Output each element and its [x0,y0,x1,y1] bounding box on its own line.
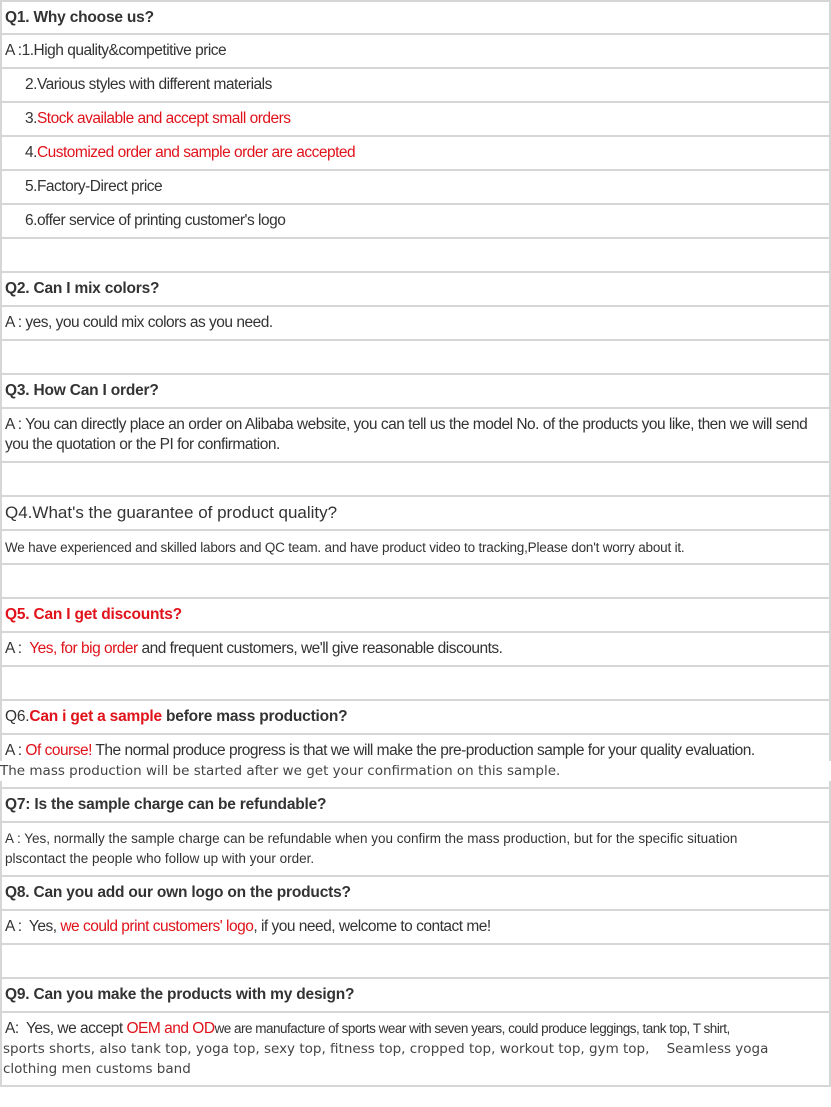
faq-question-1 [2,2,829,35]
faq-answer-1-item-1 [2,35,829,69]
question-text: Q7: Is the sample charge can be refundable? [5,796,327,813]
question-highlight: Can i get a sample [29,708,162,725]
faq-question-8 [2,877,829,911]
faq-answer-1-item-2 [2,69,829,103]
question-text: Q2. Can I mix colors? [5,280,160,297]
spacer-row [2,945,829,979]
spacer-row [2,667,829,701]
answer-text-line2: sports shorts, also tank top, yoga top, sexy top, fitness top, cropped top, workout top, gym top, Seamless yoga clothing men customs band [3,1041,773,1077]
spacer-row [2,239,829,273]
answer-highlight: Of course! [25,742,92,759]
answer-text: A : You can directly place an order on Alibaba website, you can tell us the model No. of the products you like, then we will send you the quotation or the PI for confirmation. [5,416,808,453]
faq-question-7 [2,789,829,823]
item-number: 5. [25,178,37,195]
answer-text: , if you need, welcome to contact me! [253,918,491,935]
item-number: 1. [21,42,34,59]
answer-text: The normal produce progress is that we will make the pre-production sample for your quality evaluation. [91,742,755,759]
faq-answer-1-item-6 [2,205,829,239]
question-text: Q9. Can you make the products with my design? [5,986,355,1003]
question-text: Q5. Can I get discounts? [5,606,182,623]
answer-text-line2: The mass production will be started after we get your confirmation on this sample. [0,761,831,781]
faq-answer-1-item-4 [2,137,829,171]
faq-question-6 [2,701,829,735]
answer-prefix: A : [5,42,22,59]
item-number: 3. [25,110,37,127]
faq-answer-1-item-5 [2,171,829,205]
answer-text: and frequent customers, we'll give reasonable discounts. [137,640,503,657]
question-text: Q3. How Can I order? [5,382,159,399]
answer-highlight: Yes, for big order [29,640,138,657]
spacer-row [2,565,829,599]
item-text-highlight: Stock available and accept small orders [36,110,291,127]
item-text-highlight: Customized order and sample order are accepted [36,144,356,161]
item-number: 4. [25,144,37,161]
faq-answer-2 [2,307,829,341]
answer-prefix: A : [5,640,30,657]
item-number: 6. [25,212,37,229]
question-text: Q8. Can you add our own logo on the products? [5,884,351,901]
question-prefix: Q6. [5,708,30,725]
item-text: Various styles with different materials [36,76,272,93]
answer-text: We have experienced and skilled labors and QC team. and have product video to tracking,Please don't worry about it. [5,539,685,555]
spacer-row [2,463,829,497]
faq-answer-1-item-3 [2,103,829,137]
question-text: Q1. Why choose us? [5,8,154,26]
faq-question-3 [2,375,829,409]
faq-question-9 [2,979,829,1013]
answer-prefix: A : Yes, [5,918,61,935]
item-text: High quality&competitive price [33,42,227,59]
faq-question-4 [2,497,829,531]
spacer-row [2,341,829,375]
faq-answer-7 [2,823,829,877]
faq-answer-4 [2,531,829,565]
item-text: Factory-Direct price [36,178,163,195]
faq-question-5 [2,599,829,633]
item-number: 2. [25,76,37,93]
question-text: before mass production? [161,708,348,725]
answer-highlight: we could print customers' logo [60,918,254,935]
answer-text: A : yes, you could mix colors as you need. [5,314,273,331]
answer-prefix: A : [5,742,26,759]
answer-text: A : Yes, normally the sample charge can be refundable when you confirm the mass production, but for the specific situation plscontact the people who follow up with your order. [5,831,738,866]
answer-text: we are manufacture of sports wear with seven years, could produce leggings, tank top, T shirt, [214,1021,730,1036]
faq-answer-6 [2,735,829,789]
item-text: offer service of printing customer's logo [36,212,286,229]
faq-answer-9 [2,1013,829,1087]
faq-answer-5 [2,633,829,667]
question-text: Q4.What's the guarantee of product quality? [5,503,338,522]
answer-highlight: OEM and OD [126,1020,215,1037]
answer-prefix: A: Yes, we accept [5,1020,127,1037]
faq-answer-8 [2,911,829,945]
faq-question-2 [2,273,829,307]
faq-answer-3 [2,409,829,463]
